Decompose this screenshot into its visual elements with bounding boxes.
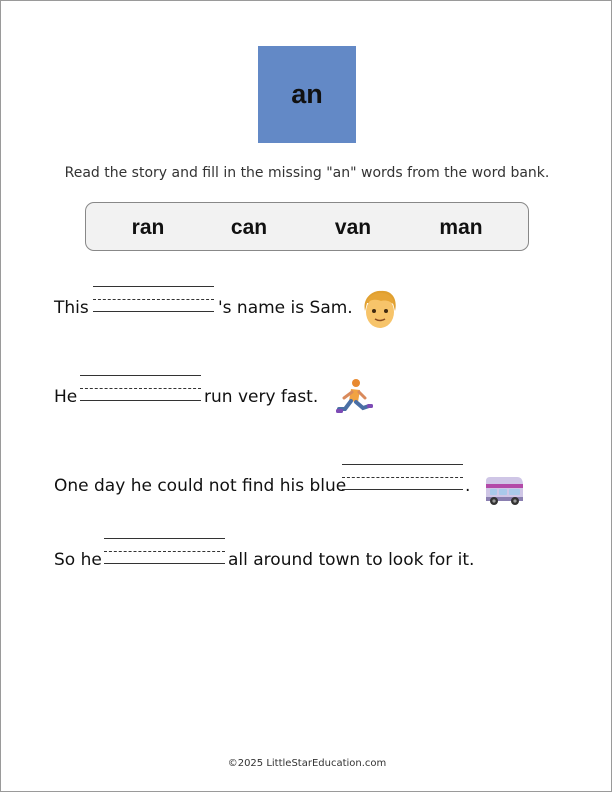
copyright-footer: ©2025 LittleStarEducation.com [227,758,387,769]
word-bank [85,202,529,251]
word-bank-item: ran [131,216,165,239]
sentence-text-after: run very fast. [204,387,319,407]
sentence-text-before: He [54,387,78,407]
running-person-icon [334,378,374,418]
sentence-4 [54,550,494,580]
sentence-text-after: 's name is Sam. [218,298,353,318]
instructions: Read the story and fill in the missing "an" words from the word bank. [64,165,550,181]
sentence-text-before: This [54,298,89,318]
sentence-text-after: all around town to look for it. [228,550,475,570]
word-bank-item: van [334,216,372,239]
sentence-2 [54,387,334,417]
sentence-1 [54,298,384,328]
answer-blank[interactable] [342,464,463,498]
title-box [258,46,356,143]
van-icon [483,475,525,507]
sentence-text-before: So he [54,550,102,570]
sentence-3 [54,476,474,506]
page-title: an [291,79,323,109]
answer-blank[interactable] [80,375,201,409]
sentence-text-before: One day he could not find his blue [54,476,347,496]
man-face-icon [360,289,400,331]
word-bank-item: can [230,216,268,239]
answer-blank[interactable] [93,286,214,320]
sentence-text-after: . [465,476,471,496]
word-bank-item: man [439,216,483,239]
answer-blank[interactable] [104,538,225,572]
